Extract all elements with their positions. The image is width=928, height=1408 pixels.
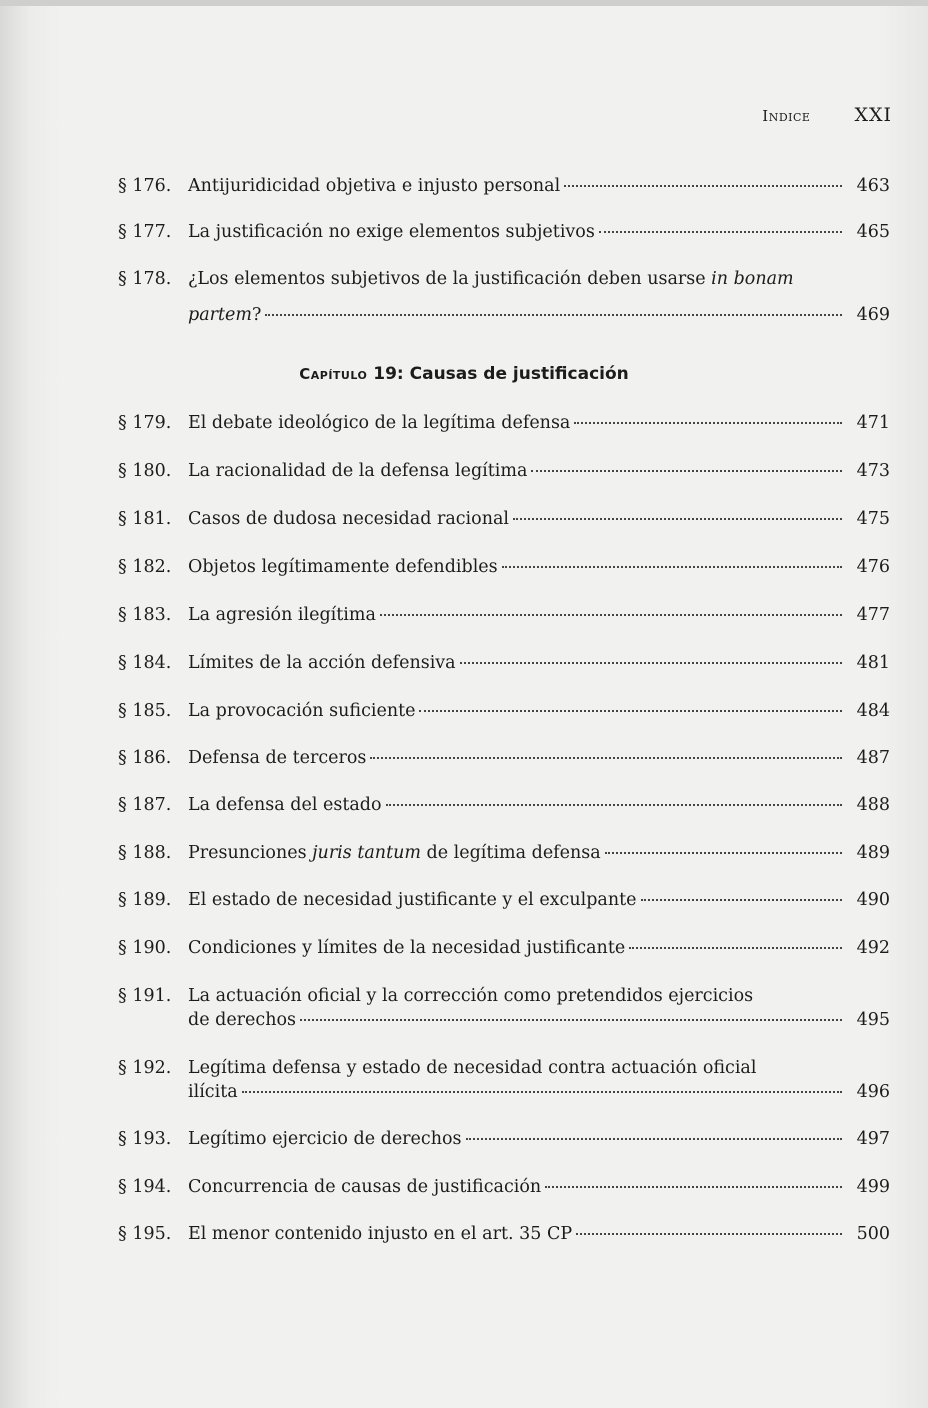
section-number: § 177. [118,222,172,242]
leader-dots [380,614,842,616]
chapter-heading [0,364,928,384]
section-page: 469 [856,305,890,325]
leader-dots [419,710,842,712]
section-number: § 181. [118,509,172,529]
leader-dots [466,1138,843,1140]
section-page: 489 [856,843,890,863]
section-title: La agresión ilegítima [188,605,376,625]
section-title: La defensa del estado [188,795,382,815]
section-title: El menor contenido injusto en el art. 35 CP [188,1224,573,1244]
toc-entry [118,174,890,198]
page-number: XXI [854,104,892,126]
leader-dots [502,566,842,568]
section-title-line2 [188,303,261,327]
section-page: 481 [856,653,890,673]
toc-entry [118,459,890,483]
section-page: 490 [856,890,890,910]
toc-entry [118,411,890,435]
running-head-label: Indice [762,107,811,125]
running-head [762,104,892,126]
section-page: 473 [856,461,890,481]
section-title: El estado de necesidad justificante y el exculpante [188,890,637,910]
section-page: 492 [856,938,890,958]
section-number: § 194. [118,1177,172,1197]
toc-entry [118,1222,890,1246]
section-title-line1: Legítima defensa y estado de necesidad contra actuación oficial [188,1058,757,1078]
toc-entry [118,699,890,723]
section-title: Antijuridicidad objetiva e injusto personal [188,176,561,196]
section-number: § 183. [118,605,172,625]
leader-dots [545,1186,842,1188]
title-text: ? [251,305,262,325]
toc-entry [118,507,890,531]
leader-dots [242,1091,842,1093]
section-number: § 188. [118,843,172,863]
section-title: La racionalidad de la defensa legítima [188,461,528,481]
title-italic: juris tantum [312,843,421,863]
section-title: Condiciones y límites de la necesidad justificante [188,938,626,958]
section-page: 497 [856,1129,890,1149]
leader-dots [629,947,842,949]
title-text: Presunciones [188,843,313,863]
section-number: § 184. [118,653,172,673]
toc-entry [118,841,890,865]
section-title: Casos de dudosa necesidad racional [188,509,509,529]
toc-entry [118,936,890,960]
toc-entry [118,1056,890,1104]
section-page: 495 [856,1010,890,1030]
title-italic: in bonam [711,269,794,289]
page-edge [0,0,928,6]
section-page: 477 [856,605,890,625]
toc-entry [118,793,890,817]
section-page: 471 [856,413,890,433]
section-number: § 193. [118,1129,172,1149]
section-page: 484 [856,701,890,721]
leader-dots [370,757,842,759]
section-number: § 182. [118,557,172,577]
leader-dots [460,662,842,664]
section-title: Defensa de terceros [188,748,367,768]
section-page: 499 [856,1177,890,1197]
section-page: 475 [856,509,890,529]
section-title: Concurrencia de causas de justificación [188,1177,542,1197]
toc-entry [118,267,890,327]
toc-entry [118,1175,890,1199]
section-number: § 179. [118,413,172,433]
leader-dots [576,1233,842,1235]
section-number: § 191. [118,986,172,1006]
section-title [188,841,601,865]
leader-dots [265,314,842,316]
section-page: 500 [856,1224,890,1244]
section-number: § 192. [118,1058,172,1078]
toc-entry [118,651,890,675]
toc-entry [118,984,890,1032]
section-number: § 195. [118,1224,172,1244]
section-number: § 189. [118,890,172,910]
leader-dots [574,422,842,424]
section-number: § 187. [118,795,172,815]
section-page: 487 [856,748,890,768]
section-title: Límites de la acción defensiva [188,653,456,673]
toc-entry [118,220,890,244]
toc-entry [118,888,890,912]
section-number: § 180. [118,461,172,481]
leader-dots [605,852,842,854]
toc-entry [118,746,890,770]
leader-dots [386,804,842,806]
leader-dots [300,1019,842,1021]
section-title-line2: ilícita [188,1082,238,1102]
section-title-line1: La actuación oficial y la corrección como pretendidos ejercicios [188,986,754,1006]
leader-dots [641,899,842,901]
section-title: El debate ideológico de la legítima defensa [188,413,571,433]
section-title-line1 [188,267,890,291]
leader-dots [599,231,842,233]
title-italic: partem [188,305,252,325]
section-number: § 190. [118,938,172,958]
section-page: 476 [856,557,890,577]
title-text: ¿Los elementos subjetivos de la justificación deben usarse [188,269,712,289]
section-page: 496 [856,1082,890,1102]
section-number: § 176. [118,176,172,196]
section-number: § 178. [118,269,172,289]
section-number: § 185. [118,701,172,721]
section-number: § 186. [118,748,172,768]
leader-dots [564,185,842,187]
section-title-line2: de derechos [188,1010,296,1030]
section-title: La justificación no exige elementos subjetivos [188,222,595,242]
section-title: Legítimo ejercicio de derechos [188,1129,462,1149]
chapter-label: Capítulo [299,365,368,383]
section-page: 465 [856,222,890,242]
section-page: 488 [856,795,890,815]
section-title: La provocación suficiente [188,701,416,721]
section-page: 463 [856,176,890,196]
leader-dots [513,518,842,520]
title-text: de legítima defensa [420,843,601,863]
section-title: Objetos legítimamente defendibles [188,557,498,577]
leader-dots [531,470,842,472]
toc-entry [118,603,890,627]
chapter-title: 19: Causas de justificación [373,364,629,384]
toc-entry [118,555,890,579]
toc-entry [118,1127,890,1151]
